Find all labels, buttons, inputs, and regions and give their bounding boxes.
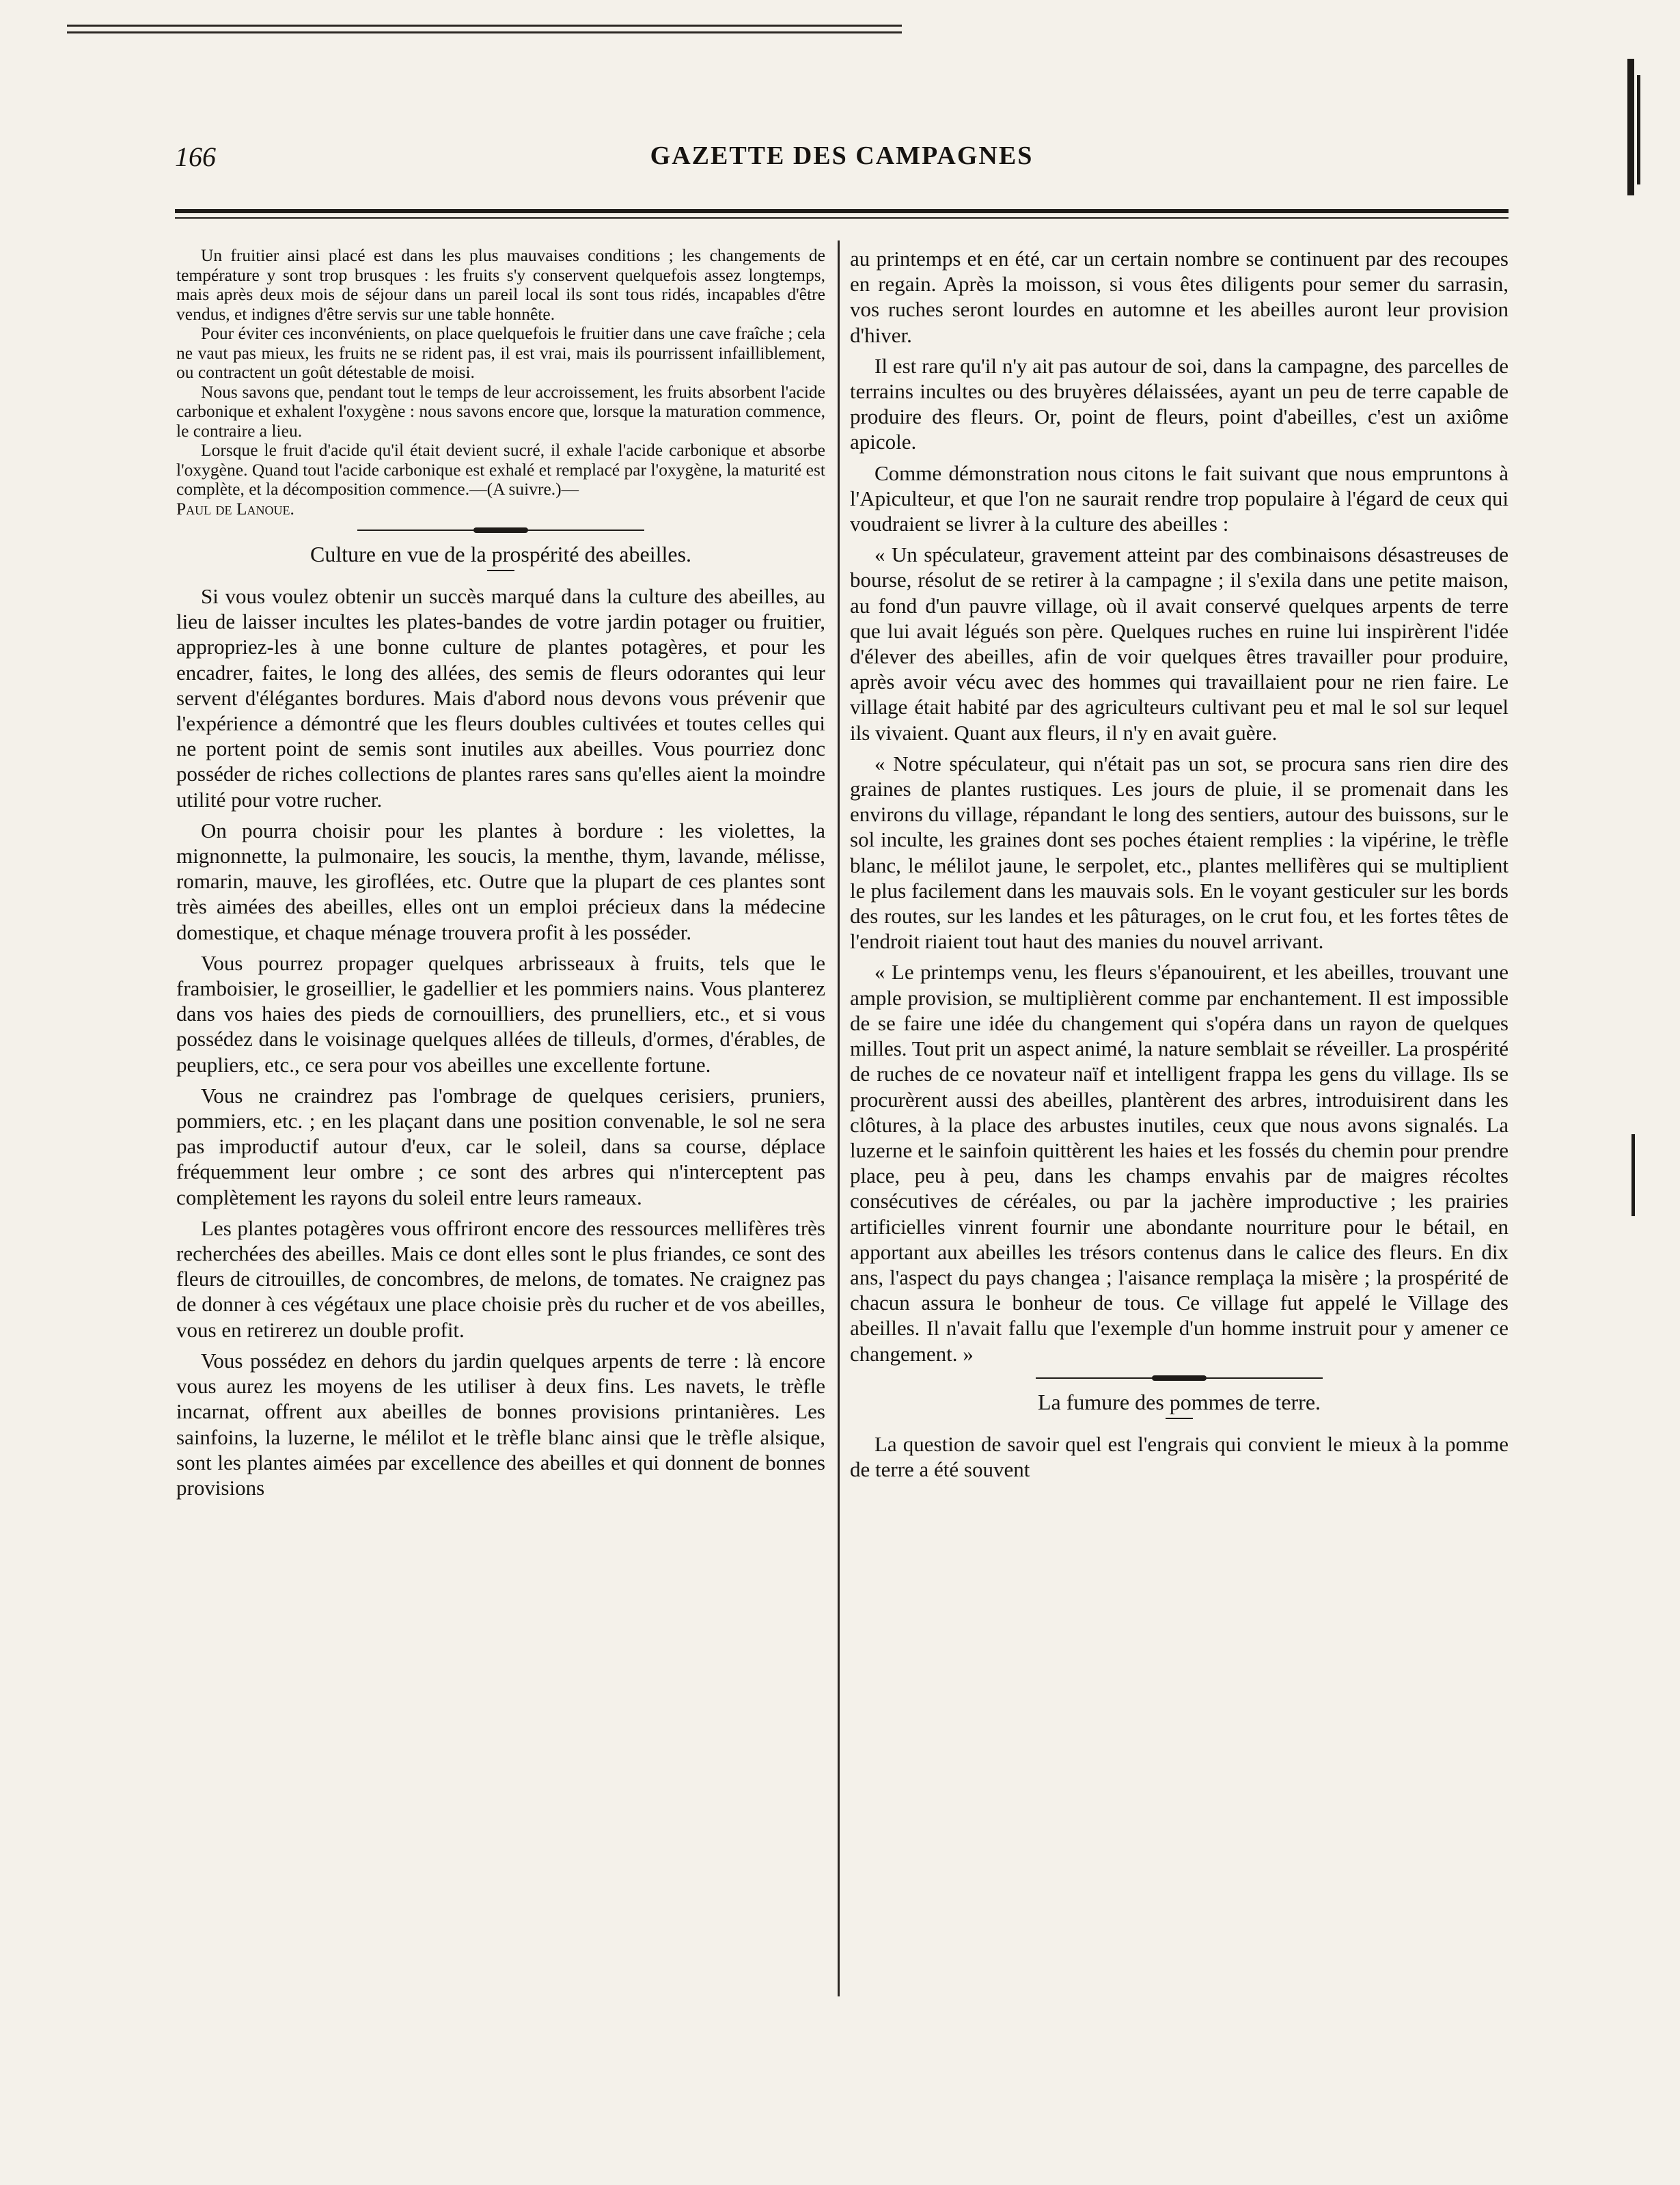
article-paragraph: Si vous voulez obtenir un succès marqué dans la culture des abeilles, au lieu de laisser incultes les plates-bandes de votre jardin potager ou fruitier, appropriez-les à une bonne culture de plantes potagères, et pour les encadrer, faites, le long des allées, des semis de fleurs odorantes qui leur servent d'élégantes bordures. Mais d'abord nous devons vous prévenir que l'expérience a démontré que les fleurs doubles cultivées et toutes celles qui ne portent point de semis sont inutiles aux abeilles. Vous pourriez donc posséder de riches collections de plantes rares sans qu'elles aient la moindre utilité pour votre rucher. xyxy=(176,584,825,812)
article-paragraph: « Notre spéculateur, qui n'était pas un sot, se procura sans rien dire des graines de plantes rustiques. Les jours de pluie, il se promenait dans les environs du village, répandant le long des sentiers, autour des buissons, sur le sol inculte, les graines dont ses poches étaient remplies : la vipérine, le trèfle blanc, le mélilot jaune, le serpolet, etc., plantes mellifères qui se multiplient le plus facilement dans les mauvais sols. En le voyant gesticuler sur les bords des routes, sur les landes et les pâturages, on le crut fou, et les fortes têtes de l'endroit riaient tout haut des manies du nouvel arrivant. xyxy=(850,751,1509,954)
article-paragraph: Vous ne craindrez pas l'ombrage de quelques cerisiers, pruniers, pommiers, etc. ; en les plaçant dans une position convenable, le sol ne sera pas improductif autour d'eux, car le soleil, dans sa course, déplace fréquemment leur ombre ; ce sont des arbres qui n'interceptent pas complètement les rayons du soleil entre leurs rameaux. xyxy=(176,1083,825,1209)
title-dash xyxy=(487,570,514,571)
section-title: Culture en vue de la prospérité des abeilles. xyxy=(309,542,692,566)
margin-mark xyxy=(1627,59,1634,195)
article-separator xyxy=(1036,1377,1323,1379)
running-title: GAZETTE DES CAMPAGNES xyxy=(650,141,1034,170)
article-paragraph: Les plantes potagères vous offriront encore des ressources mellifères très recherchées des abeilles. Mais ce dont elles sont le plus friandes, ce sont des fleurs de citrouilles, de concombres, de melons, de tomates. Ne craignez pas de donner à ces végétaux une place choisie près du rucher et de vos abeilles, vous en retirerez un double profit. xyxy=(176,1215,825,1342)
article-paragraph: Lorsque le fruit d'acide qu'il était devient sucré, il exhale l'acide carbonique et absorbe l'oxygène. Quand tout l'acide carbonique est exhalé et remplacé par l'oxygène, la maturité est complète, et la décomposition commence.—(A suivre.)— xyxy=(176,440,825,499)
top-border-rules xyxy=(67,25,902,38)
margin-mark xyxy=(1637,75,1640,184)
article-paragraph: La question de savoir quel est l'engrais qui convient le mieux à la pomme de terre a été souvent xyxy=(850,1431,1509,1481)
page-header xyxy=(175,141,1509,182)
signature-text: Paul de Lanoue. xyxy=(176,498,294,519)
article-paragraph: Nous savons que, pendant tout le temps de leur accroissement, les fruits absorbent l'acide carbonique et exhalent l'oxygène : nous savons encore que, lorsque la maturation commence, le contraire a lieu. xyxy=(176,381,825,441)
fruit-storage-article xyxy=(176,246,825,519)
left-column xyxy=(176,246,825,1506)
title-dash xyxy=(1166,1418,1193,1419)
header-rule xyxy=(175,217,1509,219)
right-column xyxy=(850,246,1509,1487)
article-paragraph: « Le printemps venu, les fleurs s'épanouirent, et les abeilles, trouvant une ample provision, se multiplièrent comme par enchantement. Il est impossible de se faire une idée du changement qui s'opéra dans un rayon de quelques milles. Tout prit un aspect animé, la nature semblait se réveiller. La prospérité de ruches de ce novateur naïf et intelligent frappa les gens du village. Ils se procurèrent aussi des abeilles, plantèrent des arbres, introduisirent dans les clôtures, à la place des arbustes inutiles, ceux que nous avons signalés. La luzerne et le sainfoin quittèrent les haies et les fossés du chemin pour prendre place, peu à peu, dans les champs envahis par de maigres récoltes consécutives de céréales, ou par la jachère improductive ; les prairies artificielles vinrent fournir une abondante nourriture pour le bétail, en apportant aux abeilles les trésors contenus dans le calice des fleurs. En dix ans, l'aspect du pays changea ; l'aisance remplaça la misère ; la prospérité de chacun assura le bonheur de tous. Ce village fut appelé le Village des abeilles. Il n'avait fallu que l'exemple d'un homme instruit pour y amener ce changement. » xyxy=(850,960,1509,1366)
article-paragraph: Vous pourrez propager quelques arbrisseaux à fruits, tels que le framboisier, le groseillier, le gadellier et les pommiers nains. Vous planterez dans vos haies des pieds de cornouilliers, des prunelliers, etc., et si vous possédez dans le voisinage quelques allées de tilleuls, d'ormes, d'érables, de peupliers, etc., ce sera pour vos abeilles une excellente fortune. xyxy=(176,950,825,1077)
bees-article-continued xyxy=(850,246,1509,1366)
article-paragraph: Comme démonstration nous citons le fait suivant que nous empruntons à l'Apiculteur, et que l'on ne saurait rendre trop populaire à l'égard de ceux qui voudraient se livrer à la culture des abeilles : xyxy=(850,461,1509,536)
margin-mark xyxy=(1631,1134,1635,1216)
author-signature xyxy=(176,499,825,519)
article-paragraph: Pour éviter ces inconvénients, on place quelquefois le fruitier dans une cave fraîche ; cela ne vaut pas mieux, les fruits ne se rident pas, il est vrai, mais ils pourrissent infailliblement, ou contractent un goût détestable de moisi. xyxy=(176,323,825,382)
page-number: 166 xyxy=(175,141,216,172)
header-rule xyxy=(175,209,1509,213)
article-paragraph: « Un spéculateur, gravement atteint par des combinaisons désastreuses de bourse, résolut de se retirer à la campagne ; il s'exila dans une petite maison, au fond d'un pauvre village, où il avait conservé quelques arpents de terre que lui avait légués son père. Quelques ruches en ruine lui inspirèrent l'idée d'élever des abeilles, afin de voir quelques êtres travailler pour produire, après avoir vécu avec des hommes qui travaillaient pour ne rien faire. Le village était habité par des agriculteurs cultivant peu et mal le sol sur lequel ils vivaient. Quant aux fleurs, il n'y en avait guère. xyxy=(850,542,1509,745)
bees-article xyxy=(176,583,825,1500)
article-paragraph: Vous possédez en dehors du jardin quelques arpents de terre : là encore vous aurez les moyens de les utiliser à deux fins. Les navets, le trèfle incarnat, offrent aux abeilles de bonnes provisions printanières. Les sainfoins, la luzerne, le mélilot et le trèfle blanc ainsi que le trèfle alsique, sont les plantes aimées par excellence des abeilles et qui donnent de bonnes provisions xyxy=(176,1348,825,1500)
column-divider xyxy=(838,241,840,1996)
article-paragraph: On pourra choisir pour les plantes à bordure : les violettes, la mignonnette, la pulmonaire, les soucis, la menthe, thym, lavande, mélisse, romarin, mauve, les giroflées, etc. Outre que la plupart de ces plantes sont très aimées des abeilles, elles ont un emploi précieux dans la médecine domestique, et chaque ménage trouvera profit à les posséder. xyxy=(176,818,825,944)
article-paragraph: Il est rare qu'il n'y ait pas autour de soi, dans la campagne, des parcelles de terrains incultes ou des bruyères délaissées, ayant un peu de terre capable de produire des fleurs. Or, point de fleurs, point d'abeilles, c'est un axiôme apicole. xyxy=(850,353,1509,454)
article-paragraph: au printemps et en été, car un certain nombre se continuent par des recoupes en regain. Après la moisson, si vous êtes diligents pour semer du sarrasin, vos ruches seront lourdes en automne et les abeilles auront leur provision d'hiver. xyxy=(850,247,1509,347)
article-paragraph: Un fruitier ainsi placé est dans les plus mauvaises conditions ; les changements de température y sont trop brusques : les fruits s'y conservent quelquefois assez longtemps, mais après deux mois de séjour dans un pareil local ils sont tous ridés, incapables d'être vendus, et indignes d'être servis sur une table honnête. xyxy=(176,245,825,324)
section-title: La fumure des pommes de terre. xyxy=(1037,1389,1321,1414)
article-separator xyxy=(357,530,644,531)
potato-article xyxy=(850,1431,1509,1482)
